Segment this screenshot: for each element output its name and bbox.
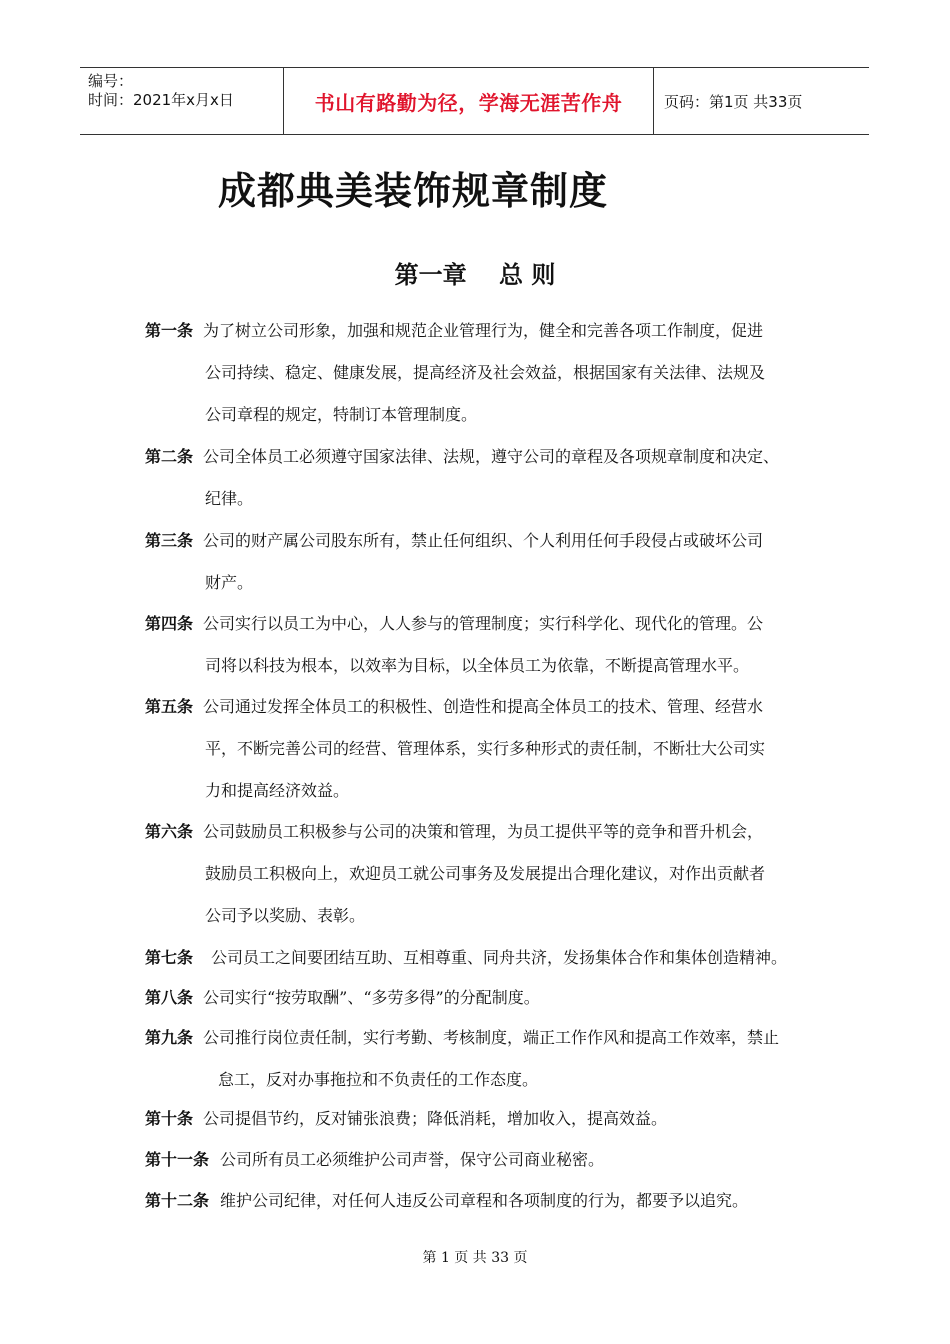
article-text: 维护公司纪律，对任何人违反公司章程和各项制度的行为，都要予以追究。 xyxy=(220,1191,749,1210)
page-header xyxy=(80,67,869,135)
document-time: 时间：2021年x月x日 xyxy=(88,91,234,109)
article-text: 财产。 xyxy=(205,573,254,592)
article-text: 公司通过发挥全体员工的积极性、创造性和提高全体员工的技术、管理、经营水 xyxy=(203,697,764,716)
article-2 xyxy=(145,442,815,526)
article-text: 公司推行岗位责任制，实行考勤、考核制度，端正工作作风和提高工作效率，禁止 xyxy=(203,1028,780,1047)
article-text: 为了树立公司形象，加强和规范企业管理行为，健全和完善各项工作制度，促进 xyxy=(203,321,764,340)
article-4 xyxy=(145,609,815,693)
article-text: 公司实行“按劳取酬”、“多劳多得”的分配制度。 xyxy=(203,988,540,1007)
header-motto: 书山有路勤为径，学海无涯苦作舟 xyxy=(283,68,654,134)
article-label: 第七条 xyxy=(145,948,194,967)
article-8 xyxy=(145,983,815,1025)
article-10 xyxy=(145,1104,815,1146)
article-label: 第六条 xyxy=(145,822,194,841)
article-1 xyxy=(145,316,815,442)
article-text: 公司所有员工必须维护公司声誉，保守公司商业秘密。 xyxy=(220,1150,605,1169)
article-9 xyxy=(145,1023,815,1107)
article-text: 公司提倡节约，反对铺张浪费；降低消耗，增加收入，提高效益。 xyxy=(203,1109,668,1128)
article-label: 第四条 xyxy=(145,614,194,633)
document-title: 成都典美装饰规章制度 xyxy=(218,169,609,213)
article-label: 第九条 xyxy=(145,1028,194,1047)
article-label: 第十二条 xyxy=(145,1191,210,1210)
article-label: 第二条 xyxy=(145,447,194,466)
article-text: 公司章程的规定，特制订本管理制度。 xyxy=(205,405,478,424)
article-text: 公司予以奖励、表彰。 xyxy=(205,906,366,925)
article-text: 公司鼓励员工积极参与公司的决策和管理，为员工提供平等的竞争和晋升机会， xyxy=(203,822,764,841)
article-12 xyxy=(145,1186,815,1228)
article-text: 鼓励员工积极向上，欢迎员工就公司事务及发展提出合理化建议，对作出贡献者 xyxy=(205,864,766,883)
header-page-info: 页码：第1页 共33页 xyxy=(664,92,803,111)
article-text: 公司全体员工必须遵守国家法律、法规，遵守公司的章程及各项规章制度和决定、 xyxy=(203,447,780,466)
article-5 xyxy=(145,692,815,818)
article-text: 力和提高经济效益。 xyxy=(205,781,350,800)
article-text: 公司持续、稳定、健康发展，提高经济及社会效益，根据国家有关法律、法规及 xyxy=(205,363,766,382)
page-footer: 第 1 页 共 33 页 xyxy=(422,1250,528,1266)
article-text: 司将以科技为根本，以效率为目标，以全体员工为依靠，不断提高管理水平。 xyxy=(205,656,750,675)
article-label: 第五条 xyxy=(145,697,194,716)
article-text: 怠工，反对办事拖拉和不负责任的工作态度。 xyxy=(218,1070,539,1089)
article-label: 第十条 xyxy=(145,1109,194,1128)
article-text: 公司员工之间要团结互助、互相尊重、同舟共济，发扬集体合作和集体创造精神。 xyxy=(211,948,788,967)
article-label: 第一条 xyxy=(145,321,194,340)
article-text: 公司的财产属公司股东所有，禁止任何组织、个人利用任何手段侵占或破坏公司 xyxy=(203,531,764,550)
article-text: 公司实行以员工为中心，人人参与的管理制度；实行科学化、现代化的管理。公 xyxy=(203,614,764,633)
article-label: 第十一条 xyxy=(145,1150,210,1169)
article-11 xyxy=(145,1145,815,1187)
article-label: 第三条 xyxy=(145,531,194,550)
article-3 xyxy=(145,526,815,610)
article-text: 平，不断完善公司的经营、管理体系，实行多种形式的责任制，不断壮大公司实 xyxy=(205,739,766,758)
document-number-label: 编号： xyxy=(88,72,134,90)
article-7 xyxy=(145,943,815,985)
article-text: 纪律。 xyxy=(205,489,254,508)
chapter-title: 第一章 总 则 xyxy=(394,261,556,289)
header-meta xyxy=(80,68,283,134)
article-label: 第八条 xyxy=(145,988,194,1007)
article-6 xyxy=(145,817,815,943)
